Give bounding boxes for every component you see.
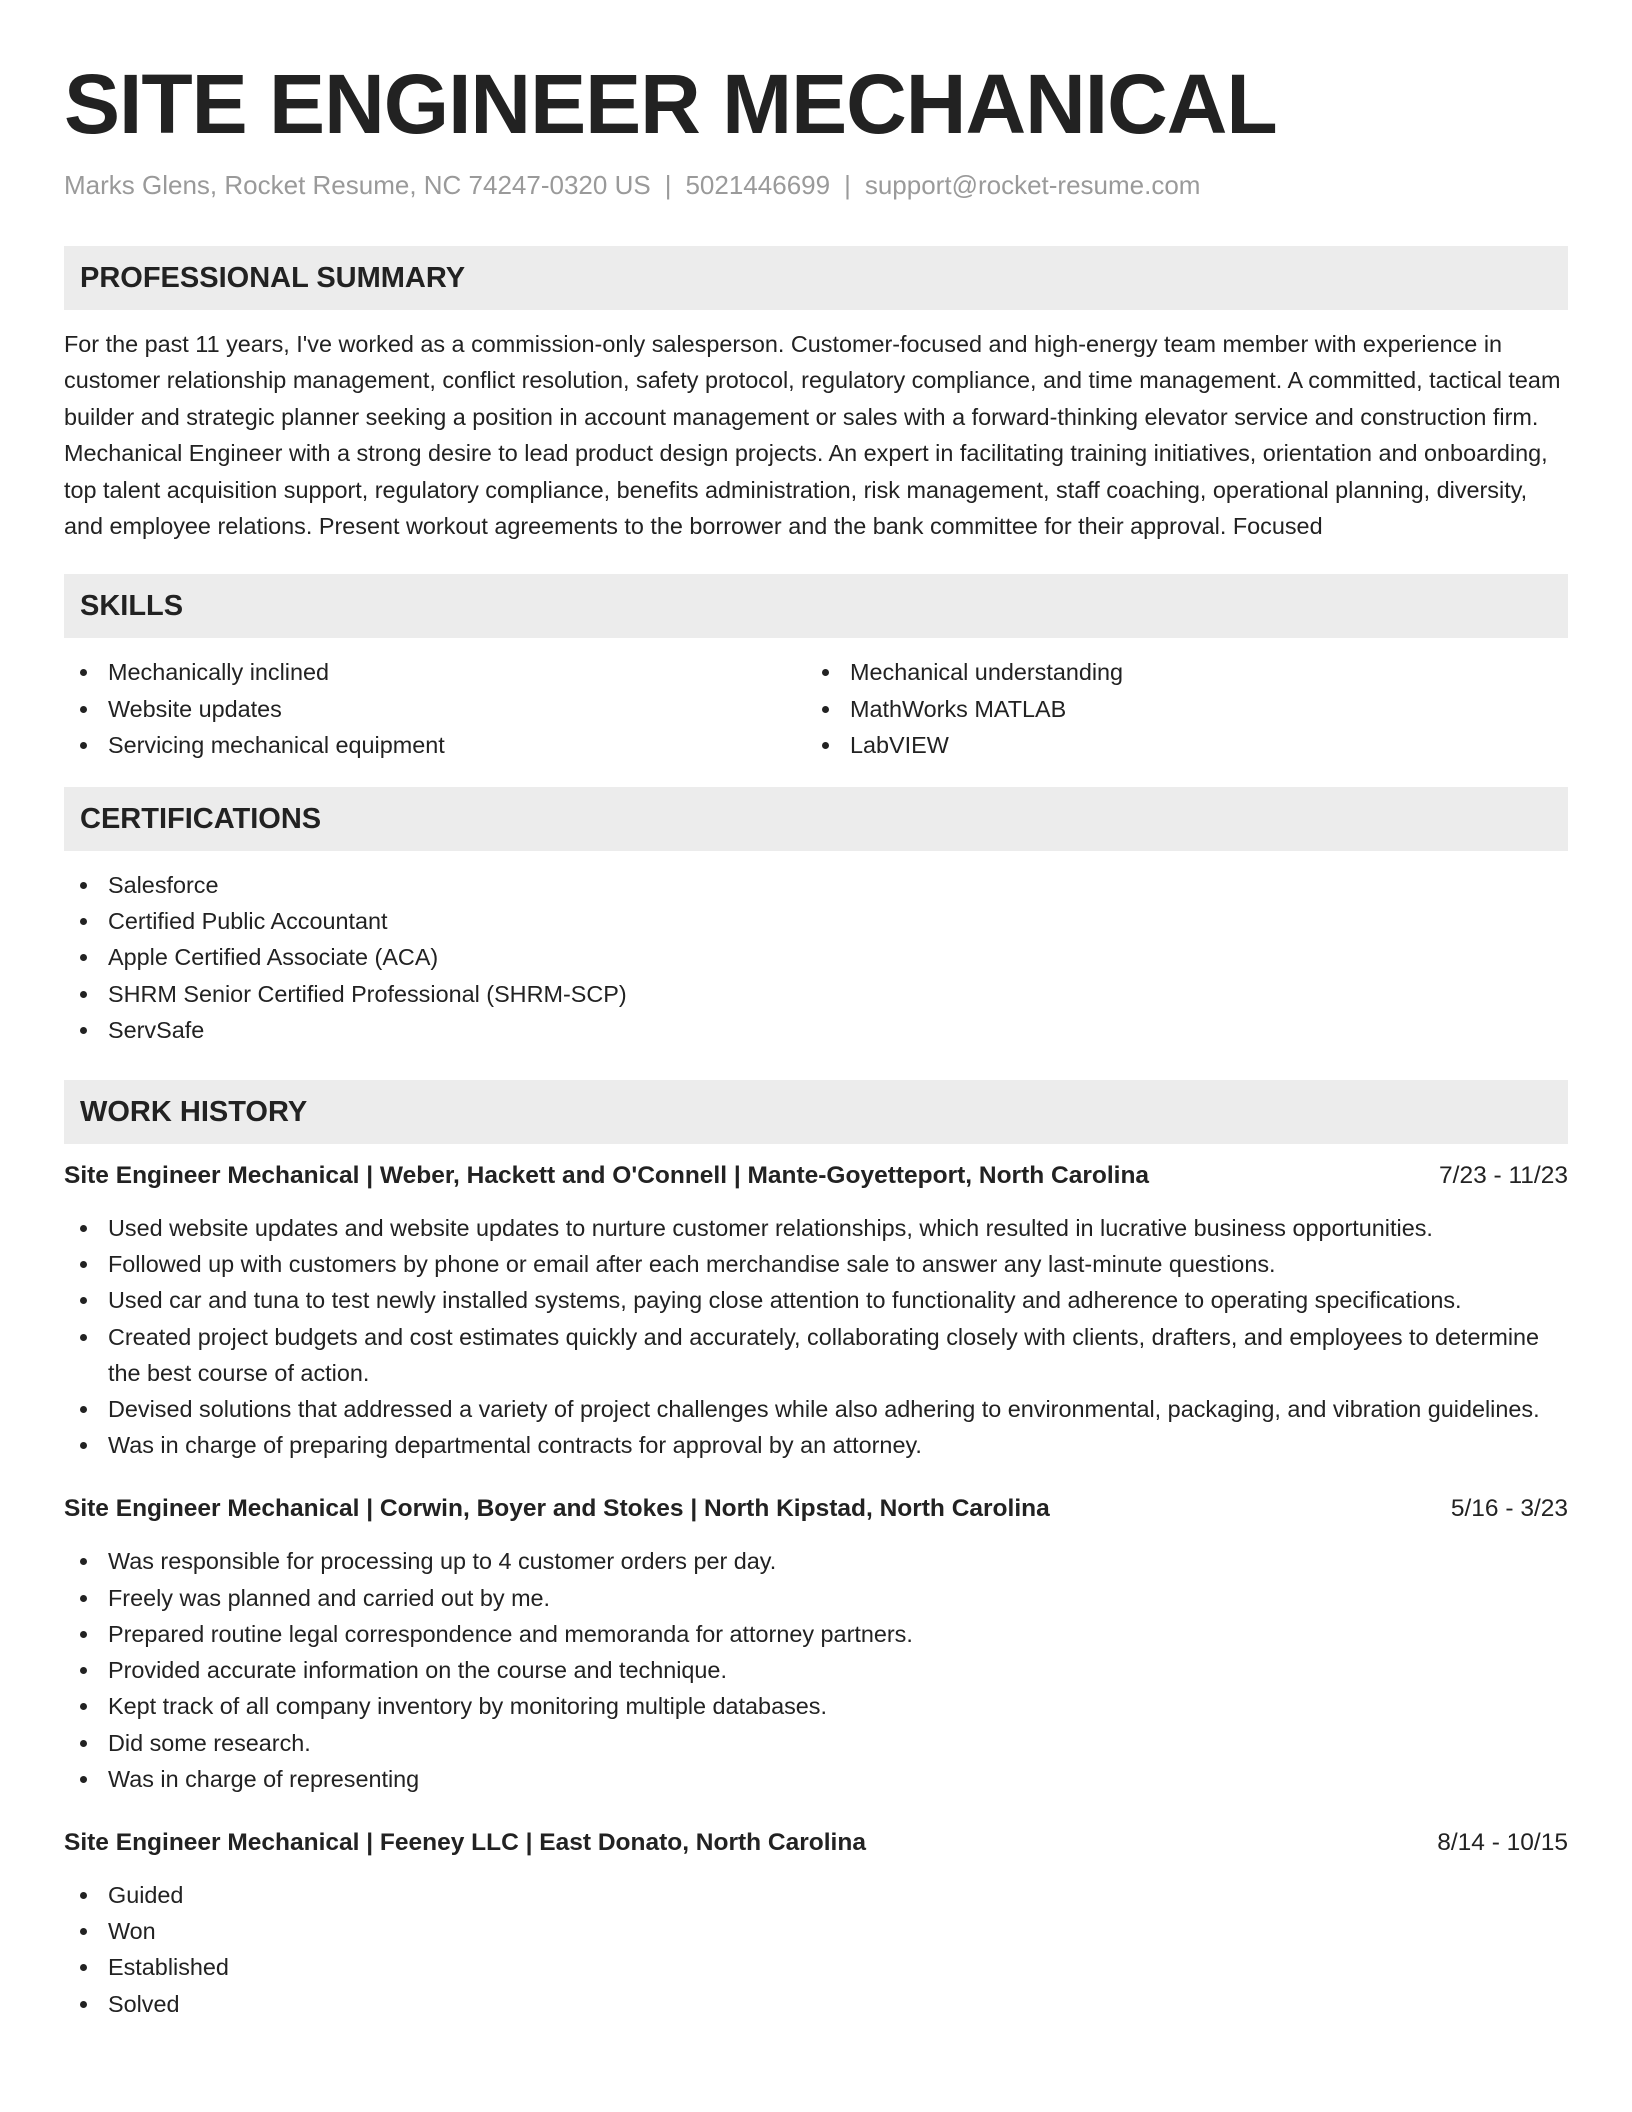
job-title: Site Engineer Mechanical | Corwin, Boyer and Stokes | North Kipstad, North Carolina — [64, 1495, 1050, 1523]
job-entry — [64, 1493, 1568, 1796]
job-bullet: Created project budgets and cost estimates quickly and accurately, collaborating closely with clients, drafters, and employees to determine the best course of action. — [64, 1319, 1568, 1391]
job-bullet: Guided — [64, 1877, 1568, 1913]
summary-text: For the past 11 years, I've worked as a commission-only salesperson. Customer-focused and high-energy team member with experience in customer relationship management, conflict resolution, safety protocol, regulatory compliance, and time management. A committed, tactical team builder and strategic planner seeking a position in account management or sales with a forward-thinking elevator service and construction firm. Mechanical Engineer with a strong desire to lead product design projects. An expert in facilitating training initiatives, orientation and onboarding, top talent acquisition support, regulatory compliance, benefits administration, risk management, staff coaching, operational planning, diversity, and employee relations. Present workout agreements to the borrower and the bank committee for their approval. Focused — [64, 331, 1561, 540]
job-bullet: Freely was planned and carried out by me. — [64, 1580, 1568, 1616]
job-header — [64, 1160, 1568, 1192]
skill-item: Mechanically inclined — [64, 654, 806, 690]
contact-address: Marks Glens, Rocket Resume, NC 74247-0320 US — [64, 170, 651, 200]
work-history-heading: WORK HISTORY — [80, 1095, 308, 1128]
job-header — [64, 1493, 1568, 1525]
job-dates: 8/14 - 10/15 — [1437, 1828, 1568, 1856]
certification-item: SHRM Senior Certified Professional (SHRM-SCP) — [64, 976, 1568, 1012]
skills-list — [64, 654, 1568, 763]
contact-line — [64, 170, 1568, 200]
skill-item: MathWorks MATLAB — [806, 691, 1548, 727]
resume-page — [64, 0, 1568, 2022]
job-bullet: Was in charge of representing — [64, 1761, 1568, 1797]
contact-email[interactable]: support@rocket-resume.com — [864, 170, 1201, 200]
skill-item: Website updates — [64, 691, 806, 727]
certification-item: Salesforce — [64, 867, 1568, 903]
work-history-section-header — [64, 1080, 1568, 1144]
job-bullet: Was responsible for processing up to 4 customer orders per day. — [64, 1543, 1568, 1579]
job-bullet: Followed up with customers by phone or email after each merchandise sale to answer any last-minute questions. — [64, 1246, 1568, 1282]
job-bullet: Solved — [64, 1986, 1568, 2022]
skills-section-header — [64, 574, 1568, 638]
contact-separator: | — [844, 170, 851, 200]
job-dates: 5/16 - 3/23 — [1450, 1495, 1568, 1523]
skill-item: LabVIEW — [806, 727, 1548, 763]
job-bullets — [64, 1210, 1568, 1463]
job-bullet: Provided accurate information on the course and technique. — [64, 1652, 1568, 1688]
certification-item: Certified Public Accountant — [64, 903, 1568, 939]
job-title: Site Engineer Mechanical | Weber, Hackett and O'Connell | Mante-Goyetteport, North Carolina — [64, 1162, 1150, 1190]
skills-column-right — [806, 654, 1548, 763]
contact-separator: | — [664, 170, 672, 200]
job-bullet: Used car and tuna to test newly installed systems, paying close attention to functionality and adherence to operating specifications. — [64, 1282, 1568, 1318]
certifications-heading: CERTIFICATIONS — [80, 802, 322, 835]
certification-item: ServSafe — [64, 1012, 1568, 1048]
job-bullet: Prepared routine legal correspondence and memoranda for attorney partners. — [64, 1616, 1568, 1652]
contact-phone: 5021446699 — [685, 170, 831, 200]
certifications-section-header — [64, 787, 1568, 851]
job-bullet: Won — [64, 1913, 1568, 1949]
job-title: Site Engineer Mechanical | Feeney LLC | East Donato, North Carolina — [64, 1828, 866, 1856]
job-header — [64, 1827, 1568, 1859]
summary-section-header — [64, 246, 1568, 310]
job-entry — [64, 1827, 1568, 2022]
summary-heading: PROFESSIONAL SUMMARY — [80, 261, 466, 294]
candidate-name: SITE ENGINEER MECHANICAL — [64, 57, 1277, 151]
job-bullet: Was in charge of preparing departmental contracts for approval by an attorney. — [64, 1427, 1568, 1463]
job-bullets — [64, 1543, 1568, 1796]
job-bullet: Devised solutions that addressed a variety of project challenges while also adhering to environmental, packaging, and vibration guidelines. — [64, 1391, 1568, 1427]
job-bullet: Kept track of all company inventory by monitoring multiple databases. — [64, 1688, 1568, 1724]
skill-item: Mechanical understanding — [806, 654, 1548, 690]
job-entry — [64, 1160, 1568, 1463]
job-bullets — [64, 1877, 1568, 2022]
job-dates: 7/23 - 11/23 — [1439, 1162, 1568, 1190]
skills-heading: SKILLS — [80, 589, 184, 622]
certification-item: Apple Certified Associate (ACA) — [64, 939, 1568, 975]
job-bullet: Did some research. — [64, 1725, 1568, 1761]
certifications-list — [64, 867, 1568, 1048]
job-bullet: Used website updates and website updates to nurture customer relationships, which resulted in lucrative business opportunities. — [64, 1210, 1568, 1246]
skills-column-left — [64, 654, 806, 763]
job-bullet: Established — [64, 1949, 1568, 1985]
skill-item: Servicing mechanical equipment — [64, 727, 806, 763]
